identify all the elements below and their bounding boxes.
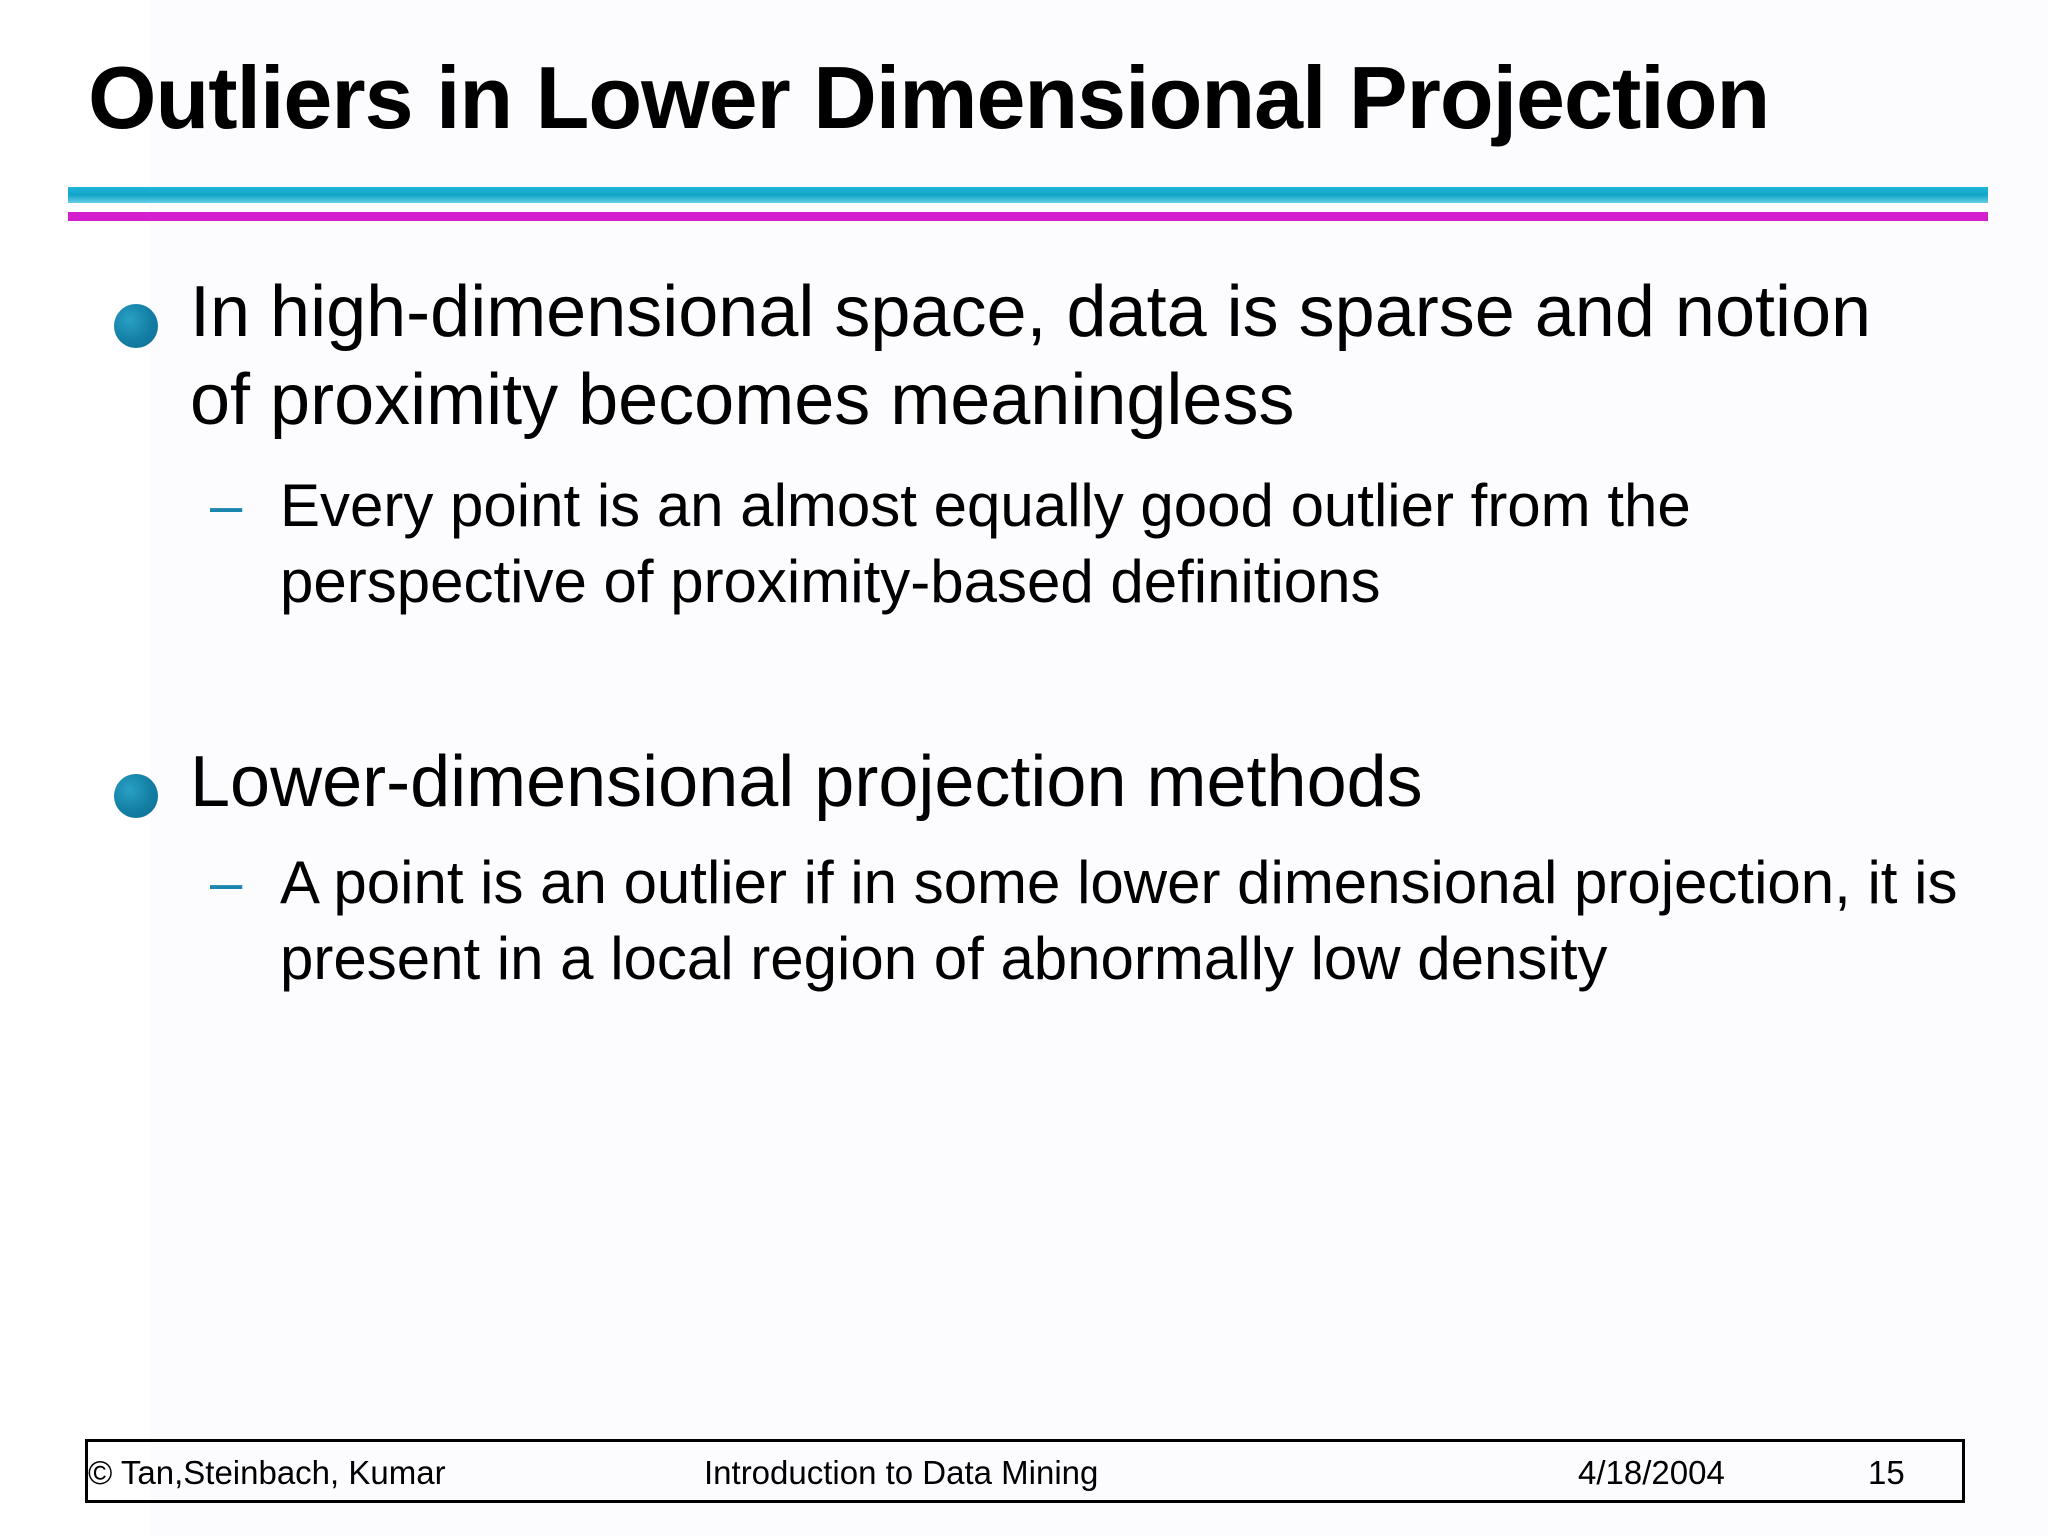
- sub-bullet-text: A point is an outlier if in some lower dimensional projection, it is present in a local region of abnormally low density: [280, 849, 1958, 992]
- slide-title: Outliers in Lower Dimensional Projection: [88, 48, 1770, 147]
- footer-course: Introduction to Data Mining: [704, 1454, 1099, 1491]
- footer-date: 4/18/2004: [1578, 1454, 1725, 1491]
- bullet-text: In high-dimensional space, data is sparse and notion of proximity becomes meaningless: [190, 272, 1872, 440]
- slide-footer: [85, 1439, 1965, 1503]
- bullet-text: Lower-dimensional projection methods: [190, 742, 1423, 822]
- footer-authors: © Tan,Steinbach, Kumar: [88, 1454, 446, 1491]
- bullet-dot-icon: [114, 774, 158, 818]
- dash-icon: –: [210, 850, 243, 915]
- title-rule-cyan: [68, 187, 1988, 203]
- title-rule-magenta: [68, 212, 1988, 221]
- bullet-dot-icon: [114, 304, 158, 348]
- footer-page-number: 15: [1868, 1454, 1905, 1491]
- sub-bullet-text: Every point is an almost equally good outlier from the perspective of proximity-based definitions: [280, 472, 1691, 615]
- dash-icon: –: [210, 473, 243, 538]
